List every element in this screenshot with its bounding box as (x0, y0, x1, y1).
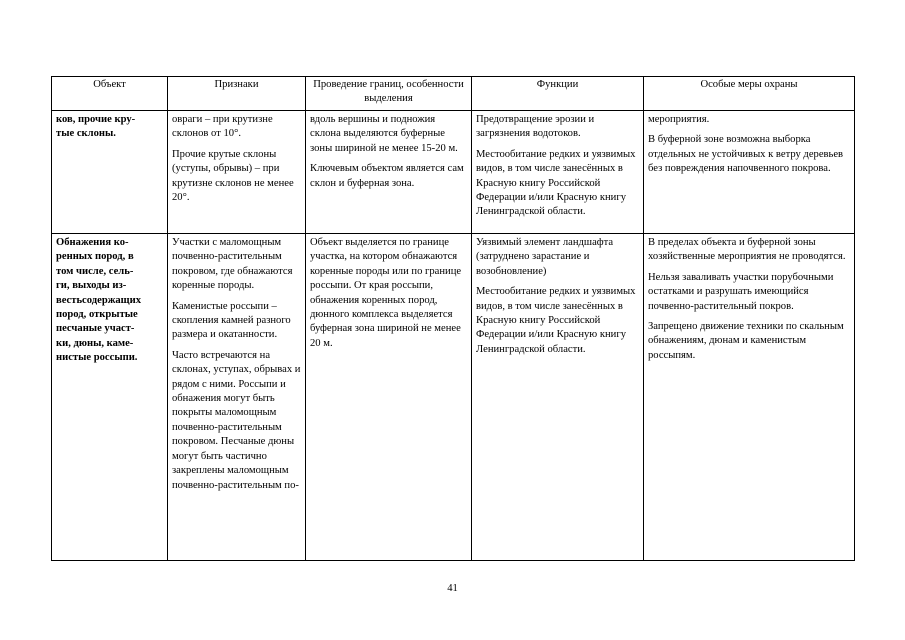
object-line: ки, дюны, каме- (56, 337, 134, 349)
measures-cell (644, 234, 855, 561)
functions-cell (472, 111, 644, 234)
signs-paragraph: Прочие крутые склоны (уступы, обрывы) – при крутизне склонов не менее 20°. (172, 148, 294, 204)
measures-paragraph: мероприятия. (648, 114, 710, 125)
signs-paragraph: овраги – при крутизне склонов от 10°. (172, 114, 273, 140)
functions-paragraph: Местообитание редких и уязвимых видов, в том числе занесённых в Красную книгу Российской Федерации и/или Красную книгу Ленинградской области. (476, 148, 636, 218)
borders-paragraph: вдоль вершины и подножия склона выделяются буферные зоны шириной не менее 15-20 м. (310, 114, 458, 154)
borders-paragraph: Объект выделяется по границе участка, на котором обнажаются коренные породы или по границе россыпи. От края россыпи, обнажения коренных пород, дюнного комплекса выделяется буферная зона шириной не менее 20 м. (310, 237, 462, 349)
signs-paragraph: Каменистые россыпи – скопления камней разного размера и окатанности. (172, 300, 291, 341)
signs-paragraph: Часто встречаются на склонах, уступах, обрывах и рядом с ними. Россыпи и обнажения могут быть покрыты маломощным почвенно-растительным покровом. Песчаные дюны могут быть частично закреплены маломощным почвенно-растительным по- (172, 349, 301, 491)
signs-cell (168, 234, 306, 561)
object-line: ков, прочие кру- (56, 114, 136, 125)
functions-paragraph: Уязвимый элемент ландшафта (затруднено зарастание и возобновление) (476, 237, 614, 277)
measures-paragraph: В буферной зоне возможна выборка отдельных не устойчивых к ветру деревьев без повреждения напочвенного покрова. (648, 134, 844, 175)
borders-cell (306, 111, 472, 234)
measures-paragraph: Запрещено движение техники по скальным обнажениям, дюнам и каменистым россыпям. (648, 321, 844, 361)
functions-paragraph: Местообитание редких и уязвимых видов, в том числе занесённых в Красную книгу Российской Федерации и/или Красную книгу Ленинградской области. (476, 286, 636, 355)
measures-paragraph: В пределах объекта и буферной зоны хозяйственные мероприятия не проводятся. (648, 237, 846, 263)
object-line: тые склоны. (56, 128, 116, 140)
header-functions: Функции (472, 77, 644, 111)
object-line: том числе, сель- (56, 265, 134, 277)
functions-paragraph: Предотвращение эрозии и загрязнения водотоков. (476, 114, 595, 140)
borders-cell (306, 234, 472, 561)
signs-paragraph: Участки с маломощным почвенно-растительным покровом, где обнажаются коренные породы. (172, 237, 293, 292)
object-line: ренных пород, в (56, 251, 134, 263)
functions-cell (472, 234, 644, 561)
borders-paragraph: Ключевым объектом является сам склон и буферная зона. (310, 163, 464, 189)
object-cell (52, 234, 168, 561)
object-cell (52, 111, 168, 234)
signs-cell (168, 111, 306, 234)
measures-cell (644, 111, 855, 234)
object-line: Обнажения ко- (56, 237, 129, 248)
table-row (52, 111, 855, 234)
table-header-row (52, 77, 855, 111)
protection-table (51, 76, 855, 561)
header-signs: Признаки (168, 77, 306, 111)
object-line: ги, выходы из- (56, 280, 127, 292)
object-line: вестьсодержащих (56, 294, 142, 306)
page-number: 41 (447, 583, 458, 594)
object-line: нистые россыпи. (56, 352, 138, 364)
header-object: Объект (52, 77, 168, 111)
measures-paragraph: Нельзя заваливать участки порубочными остатками и разрушать имеющийся почвенно-растительный покров. (648, 271, 834, 312)
header-measures: Особые меры охраны (644, 77, 855, 111)
object-line: песчаные участ- (56, 323, 135, 335)
table-row (52, 234, 855, 561)
header-borders: Проведение границ, особенности выделения (306, 77, 472, 111)
object-line: пород, открытые (56, 309, 138, 321)
